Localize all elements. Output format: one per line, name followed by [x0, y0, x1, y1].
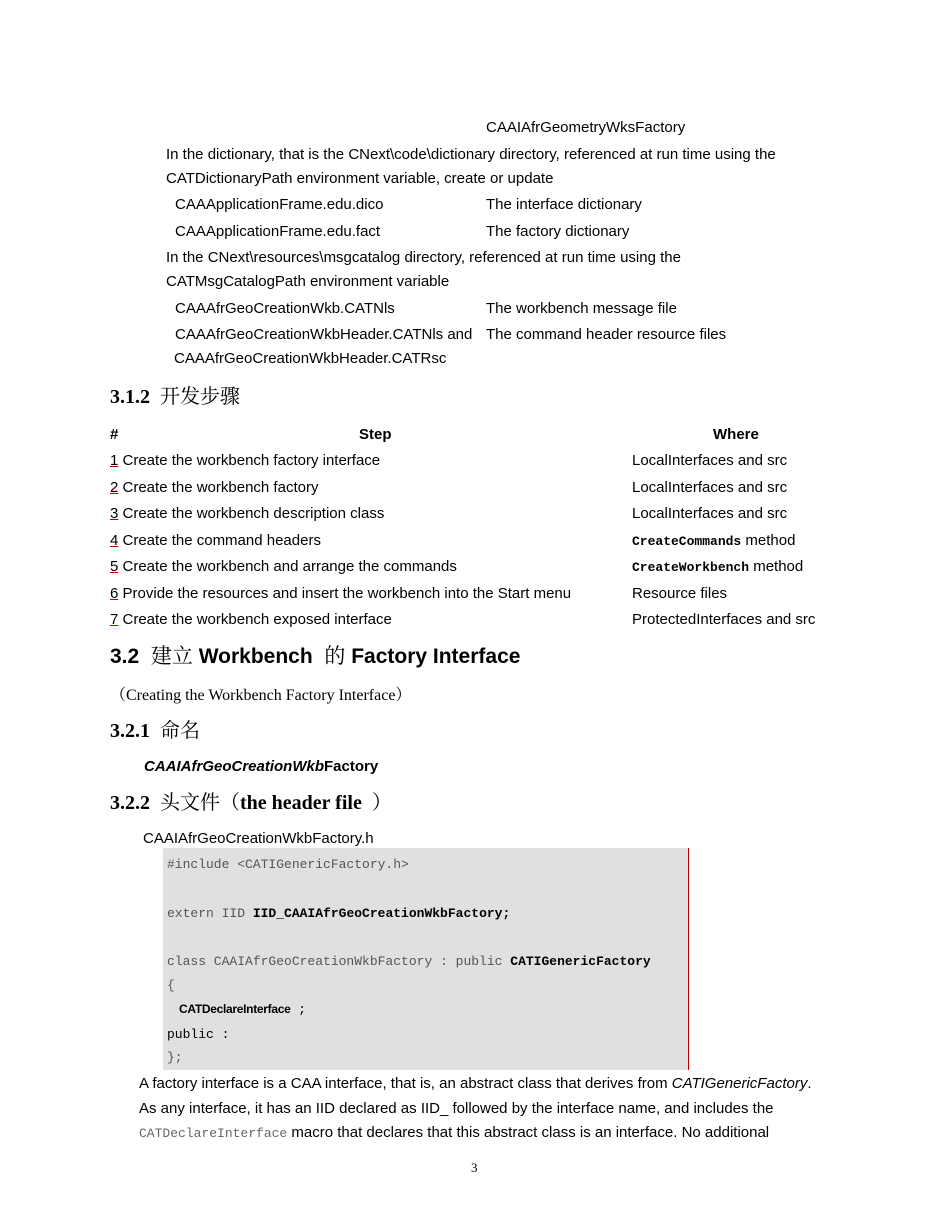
section-322-heading	[110, 786, 392, 815]
dico-desc: The interface dictionary	[486, 196, 642, 213]
step-where	[632, 532, 795, 549]
step-number: 5	[110, 558, 119, 575]
paragraph-line3-post: macro that declares that this abstract class is an interface. No additional	[287, 1124, 770, 1141]
dico-file: CAAApplicationFrame.edu.dico	[175, 196, 384, 213]
dictionary-intro-line2: CATDictionaryPath environment variable, create or update	[166, 170, 554, 187]
code-line-open-brace: {	[167, 978, 175, 993]
code-line-extern	[167, 906, 510, 921]
paragraph-line1-post: .	[807, 1075, 812, 1092]
section-321-number: 3.2.1	[110, 720, 150, 742]
paragraph-line3-code: CATDeclareInterface	[139, 1126, 288, 1141]
step-text: Create the workbench description class	[122, 505, 385, 522]
code-extern-semicolon: ;	[502, 906, 511, 921]
step-text: Create the workbench factory	[122, 479, 319, 496]
paragraph-line1	[139, 1075, 812, 1092]
interface-name-italic: CAAIAfrGeoCreationWkb	[144, 758, 325, 775]
step-where: LocalInterfaces and src	[632, 479, 788, 496]
table-row	[110, 558, 457, 575]
section-322-title-en: the header file	[240, 792, 362, 814]
paragraph-line3	[139, 1124, 769, 1141]
section-312-number: 3.1.2	[110, 386, 150, 408]
step-where: ProtectedInterfaces and src	[632, 611, 816, 628]
code-declare-macro: CATDeclareInterface	[179, 1002, 291, 1016]
code-line-declare	[179, 1002, 306, 1017]
step-number: 3	[110, 505, 119, 522]
step-text: Provide the resources and insert the workbench into the Start menu	[122, 585, 572, 602]
table-row	[110, 585, 571, 602]
interface-name-plain: Factory	[324, 758, 379, 775]
table-row	[110, 611, 392, 628]
code-line-class	[167, 954, 651, 969]
code-declare-post: ;	[290, 1002, 307, 1017]
step-text: Create the workbench and arrange the commands	[122, 558, 457, 575]
section-312-heading	[110, 380, 240, 409]
step-where-code: CreateCommands	[632, 534, 742, 549]
code-extern-pre: extern IID	[167, 906, 253, 921]
step-number: 6	[110, 585, 119, 602]
paragraph-line1-pre: A factory interface is a CAA interface, that is, an abstract class that derives from	[139, 1075, 672, 1092]
code-line-close-brace: };	[167, 1050, 183, 1065]
step-number: 1	[110, 452, 119, 469]
code-class-base: CATIGenericFactory	[510, 954, 651, 969]
step-where-text: method	[745, 532, 796, 549]
page-number: 3	[471, 1160, 478, 1175]
steps-header-where: Where	[713, 426, 759, 443]
step-where	[632, 558, 803, 575]
table-row	[110, 532, 321, 549]
dictionary-intro-line1: In the dictionary, that is the CNext\code\dictionary directory, referenced at run time using the	[166, 146, 776, 163]
step-where: Resource files	[632, 585, 728, 602]
interface-name	[144, 758, 378, 775]
paragraph-line1-italic: CATIGenericFactory	[671, 1075, 808, 1092]
steps-header-num: #	[110, 426, 119, 443]
msgcatalog-intro-line2: CATMsgCatalogPath environment variable	[166, 273, 450, 290]
section-322-title-cn: 头文件（	[160, 790, 240, 814]
nls-file: CAAAfrGeoCreationWkb.CATNls	[175, 300, 395, 317]
section-32-cn2: 的	[324, 644, 346, 668]
paragraph-line2: As any interface, it has an IID declared as IID_ followed by the interface name, and includes the	[139, 1100, 774, 1117]
step-text: Create the workbench factory interface	[122, 452, 381, 469]
table-row	[110, 452, 380, 469]
step-number: 7	[110, 611, 119, 628]
code-extern-iid: IID_CAAIAfrGeoCreationWkbFactory	[252, 906, 503, 921]
step-text: Create the workbench exposed interface	[122, 611, 392, 628]
header-nls-file: CAAAfrGeoCreationWkbHeader.CATNls and	[175, 326, 473, 343]
section-32-subtitle: （Creating the Workbench Factory Interface）	[110, 687, 412, 704]
code-line-include: #include <CATIGenericFactory.h>	[167, 857, 409, 872]
table-row	[110, 505, 384, 522]
code-class-pre: class CAAIAfrGeoCreationWkbFactory : public	[167, 954, 511, 969]
section-312-title: 开发步骤	[160, 384, 240, 408]
header-rsc-file: CAAAfrGeoCreationWkbHeader.CATRsc	[174, 350, 447, 367]
step-where: LocalInterfaces and src	[632, 452, 788, 469]
fact-desc: The factory dictionary	[486, 223, 630, 240]
section-32-en2: Factory Interface	[351, 645, 521, 668]
header-filename: CAAIAfrGeoCreationWkbFactory.h	[143, 830, 374, 847]
code-line-public: public :	[167, 1027, 230, 1042]
section-322-number: 3.2.2	[110, 792, 150, 814]
section-321-heading	[110, 714, 200, 743]
nls-desc: The workbench message file	[486, 300, 677, 317]
fact-file: CAAApplicationFrame.edu.fact	[175, 223, 381, 240]
step-where-code: CreateWorkbench	[632, 560, 750, 575]
geometry-factory-name: CAAIAfrGeometryWksFactory	[486, 119, 686, 136]
section-32-en1: Workbench	[198, 645, 313, 668]
step-where-text: method	[753, 558, 804, 575]
steps-header-step: Step	[359, 426, 392, 443]
step-text: Create the command headers	[122, 532, 321, 549]
section-32-cn1: 建立	[150, 644, 193, 668]
header-nls-desc: The command header resource files	[486, 326, 727, 343]
step-where: LocalInterfaces and src	[632, 505, 788, 522]
section-322-title-close: ）	[371, 790, 392, 814]
table-row	[110, 479, 318, 496]
section-32-number: 3.2	[110, 645, 140, 668]
section-32-heading	[110, 640, 520, 670]
step-number: 2	[110, 479, 119, 496]
step-number: 4	[110, 532, 119, 549]
section-321-title: 命名	[160, 718, 200, 742]
msgcatalog-intro-line1: In the CNext\resources\msgcatalog directory, referenced at run time using the	[166, 249, 681, 266]
